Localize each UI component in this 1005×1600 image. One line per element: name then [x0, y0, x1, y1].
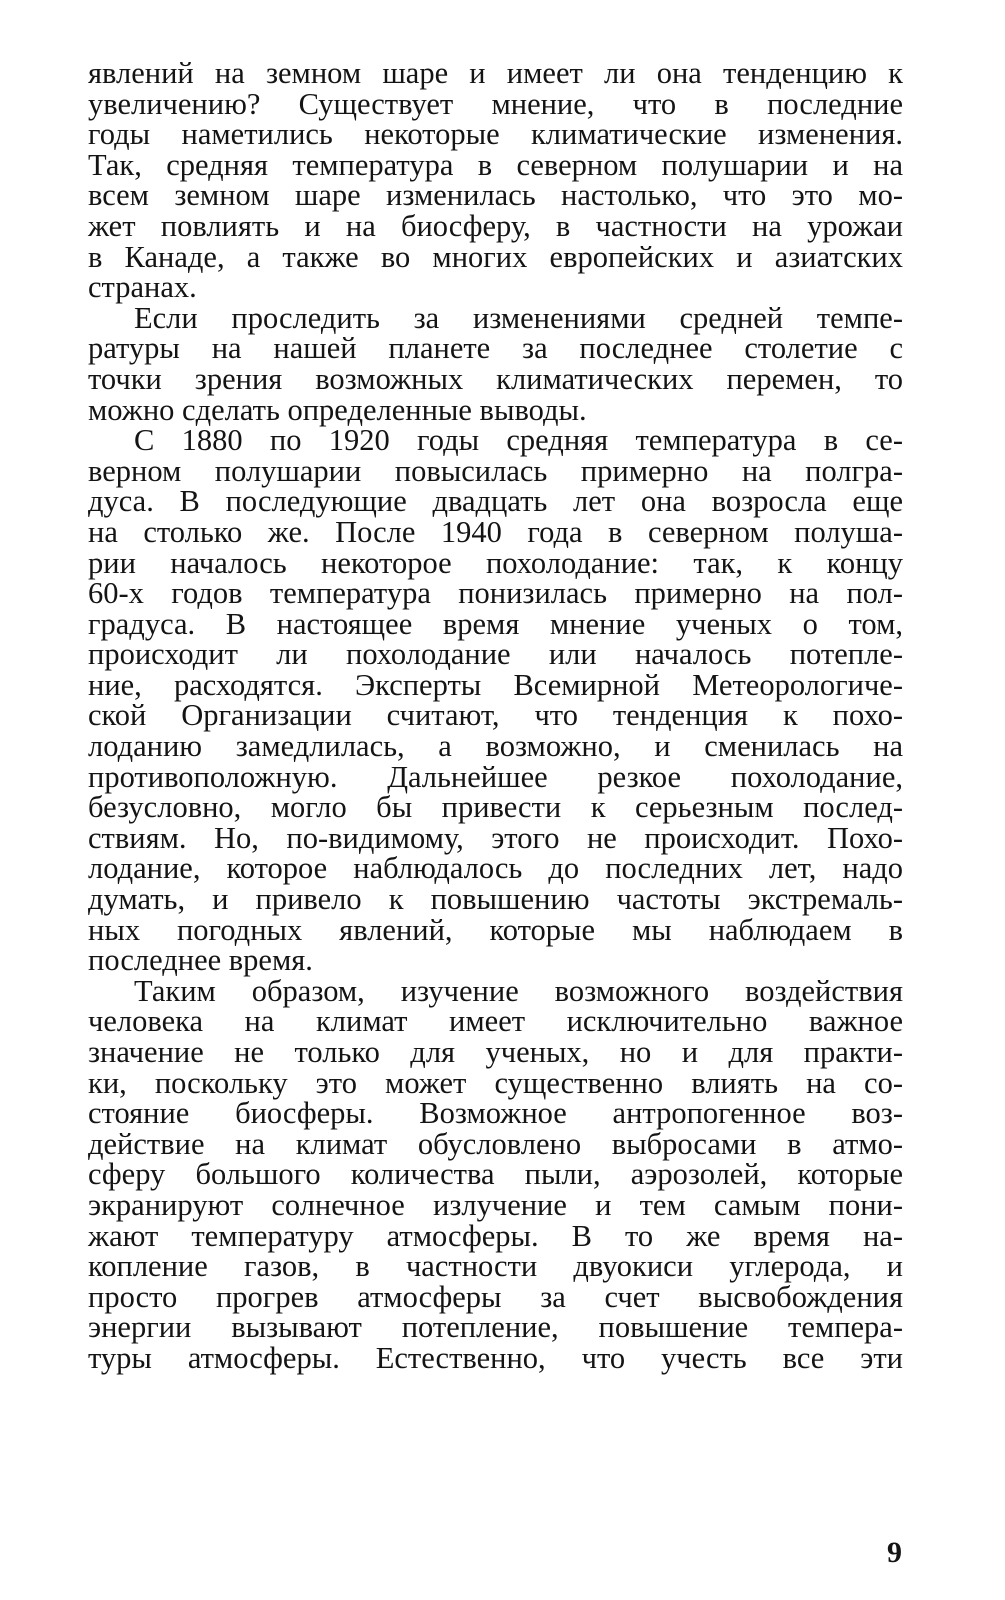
text-line: просто прогрев атмосферы за счет высвобождения [88, 1279, 903, 1314]
text-line: явлений на земном шаре и имеет ли она тенденцию к [88, 56, 903, 90]
text-line: Если проследить за изменениями средней темпе- [134, 300, 903, 335]
text-line: происходит ли похолодание или началось потепле- [88, 637, 903, 672]
text-line: на столько же. После 1940 года в северном полуша- [88, 514, 903, 549]
page-number: 9 [887, 1536, 902, 1569]
text-line: человека на климат имеет исключительно важное [88, 1004, 903, 1039]
text-line: экранируют солнечное излучение и тем самым пони- [88, 1187, 903, 1222]
text-line: сферу большого количества пыли, аэрозолей, которые [88, 1157, 903, 1192]
text-line: ратуры на нашей планете за последнее столетие с [88, 331, 903, 366]
text-line: энергии вызывают потепление, повышение темпера- [88, 1310, 903, 1345]
text-line: градуса. В настоящее время мнение ученых о том, [88, 606, 903, 641]
text-line: противоположную. Дальнейшее резкое похолодание, [88, 759, 903, 794]
text-line: увеличению? Существует мнение, что в последние [88, 86, 903, 121]
text-line: годы наметились некоторые климатические изменения. [88, 117, 903, 152]
text-line: рии началось некоторое похолодание: так, к концу [88, 545, 903, 580]
text-line: 60-х годов температура понизилась примерно на пол- [88, 576, 903, 611]
paragraph-2 [88, 300, 903, 427]
paragraph-1 [88, 58, 903, 303]
text-line: последнее время. [88, 943, 313, 978]
text-line: ской Организации считают, что тенденция к похо- [88, 698, 903, 733]
text-line: значение не только для ученых, но и для практи- [88, 1035, 903, 1069]
text-line: копление газов, в частности двуокиси углерода, и [88, 1249, 903, 1284]
text-line: Так, средняя температура в северном полушарии и на [88, 147, 903, 182]
text-line: жают температуру атмосферы. В то же время на- [88, 1218, 903, 1253]
text-line: стояние биосферы. Возможное антропогенное воз- [88, 1096, 903, 1131]
text-line: странах. [88, 270, 197, 305]
text-line: С 1880 по 1920 годы средняя температура в се- [134, 423, 903, 458]
text-line: дуса. В последующие двадцать лет она возросла еще [88, 484, 903, 519]
text-line: лоданию замедлилась, а возможно, и сменилась на [88, 729, 903, 764]
text-line: думать, и привело к повышению частоты экстремаль- [88, 882, 903, 917]
text-line: Таким образом, изучение возможного воздействия [134, 973, 903, 1008]
text-line: ных погодных явлений, которые мы наблюдаем в [88, 912, 903, 947]
text-line: верном полушарии повысилась примерно на полгра- [88, 453, 903, 488]
paragraph-4 [88, 973, 903, 1375]
text-line: ствиям. Но, по-видимому, этого не происходит. Похо- [88, 820, 903, 855]
text-line: безусловно, могло бы привести к серьезным послед- [88, 790, 903, 825]
text-line: всем земном шаре изменилась настолько, что это мо- [88, 178, 903, 213]
text-line: лодание, которое наблюдалось до последних лет, надо [88, 851, 903, 886]
text-line: туры атмосферы. Естественно, что учесть все эти [88, 1340, 903, 1375]
page-body [88, 58, 903, 1374]
text-line: в Канаде, а также во многих европейских и азиатских [88, 239, 903, 274]
text-line: действие на климат обусловлено выбросами в атмо- [88, 1126, 903, 1161]
text-line: точки зрения возможных климатических перемен, то [88, 361, 903, 396]
text-line: жет повлиять и на биосферу, в частности на урожаи [88, 208, 903, 243]
text-line: ние, расходятся. Эксперты Всемирной Метеорологиче- [88, 667, 903, 702]
paragraph-3 [88, 425, 903, 976]
text-line: можно сделать определенные выводы. [88, 392, 587, 427]
text-line: ки, поскольку это может существенно влиять на со- [88, 1065, 903, 1100]
